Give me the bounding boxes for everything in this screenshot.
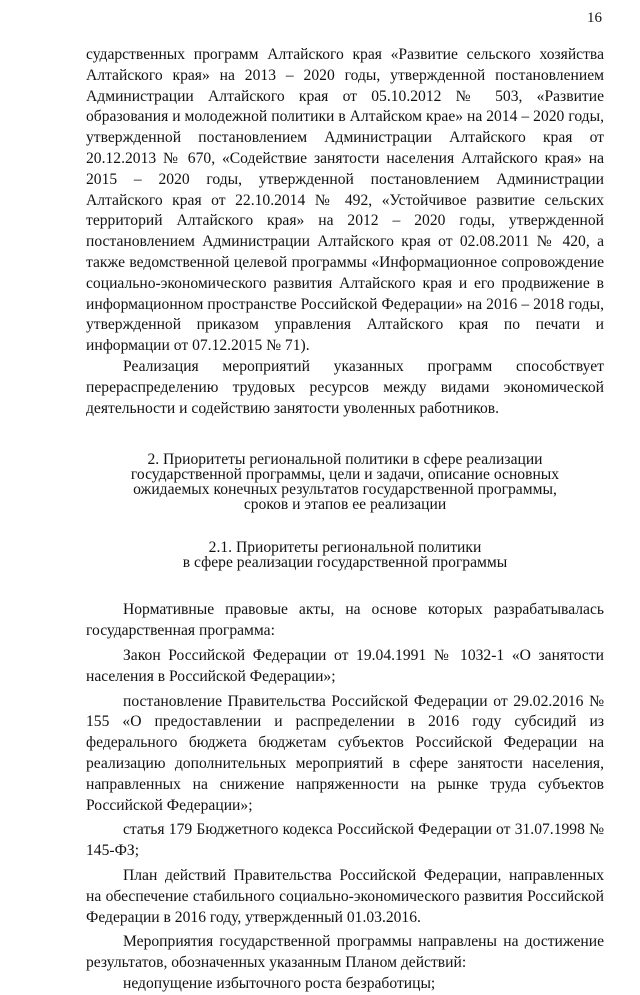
paragraph-government-decree: постановление Правительства Российской Федерации от 29.02.2016 № 155 «О предоставлении и распределении в 2016 году субсидий из федерального бюджета бюджетам субъектов Российской Федерации на реализацию дополнительных мероприятий в сфере занятости населения, направленных на снижение напряженности на рынке труда субъектов Российской Федерации»; (86, 692, 604, 814)
section-2-1-heading-line: 2.1. Приоритеты региональной политики (208, 539, 482, 557)
paragraph-budget-code: статья 179 Бюджетного кодекса Российской Федерации от 31.07.1998 № 145-ФЗ; (86, 821, 604, 860)
paragraph-unemployment: недопущение избыточного роста безработицы; (123, 974, 436, 992)
document-body (86, 45, 604, 995)
paragraph-legal-acts-intro: Нормативные правовые акты, на основе которых разрабатывалась государственная программа: (86, 601, 604, 640)
section-2-heading-line: 2. Приоритеты региональной политики в сфере реализации (147, 451, 543, 469)
section-2-1-heading (86, 540, 604, 570)
paragraph-program-activities: Мероприятия государственной программы направлены на достижение результатов, обозначенных указанным Планом действий: (86, 933, 604, 972)
paragraph-law-employment: Закон Российской Федерации от 19.04.1991 № 1032-1 «О занятости населения в Российской Федерации»; (86, 646, 604, 685)
page-number: 16 (587, 10, 602, 26)
section-2-heading-line: сроков и этапов ее реализации (243, 496, 447, 514)
section-2-1-heading-line: в сфере реализации государственной программы (182, 554, 508, 572)
section-2-heading (86, 452, 604, 512)
section-2-heading-line: государственной программы, цели и задачи, описание основных (130, 466, 560, 484)
paragraph-action-plan: План действий Правительства Российской Федерации, направленных на обеспечение стабильного социально-экономического развития Российской Федерации в 2016 году, утвержденный 01.03.2016. (86, 866, 604, 926)
paragraph-implementation: Реализация мероприятий указанных программ способствует перераспределению трудовых ресурсов между видами экономической деятельности и содействию занятости уволенных работников. (86, 357, 604, 417)
paragraph-continuation: сударственных программ Алтайского края «Развитие сельского хозяйства Алтайского края» на 2013 – 2020 годы, утвержденной постановлением Администрации Алтайского края от 05.10.2012 № 503, «Развитие образования и молодежной политики в Алтайском крае» на 2014 – 2020 годы, утвержденной постановлением Администрации Алтайского края от 20.12.2013 № 670, «Содействие занятости населения Алтайского края» на 2015 – 2020 годы, утвержденной постановлением Администрации Алтайского края от 22.10.2014 № 492, «Устойчивое развитие сельских территорий Алтайского края» на 2012 – 2020 годы, утвержденной постановлением Администрации Алтайского края от 02.08.2011 № 420, а также ведомственной целевой программы «Информационное сопровождение социально-экономического развития Алтайского края и его продвижение в информационном пространстве Российской Федерации» на 2016 – 2018 годы, утвержденной приказом управления Алтайского края по печати и информации от 07.12.2015 № 71). (86, 46, 604, 355)
section-2-heading-line: ожидаемых конечных результатов государственной программы, (133, 481, 557, 499)
